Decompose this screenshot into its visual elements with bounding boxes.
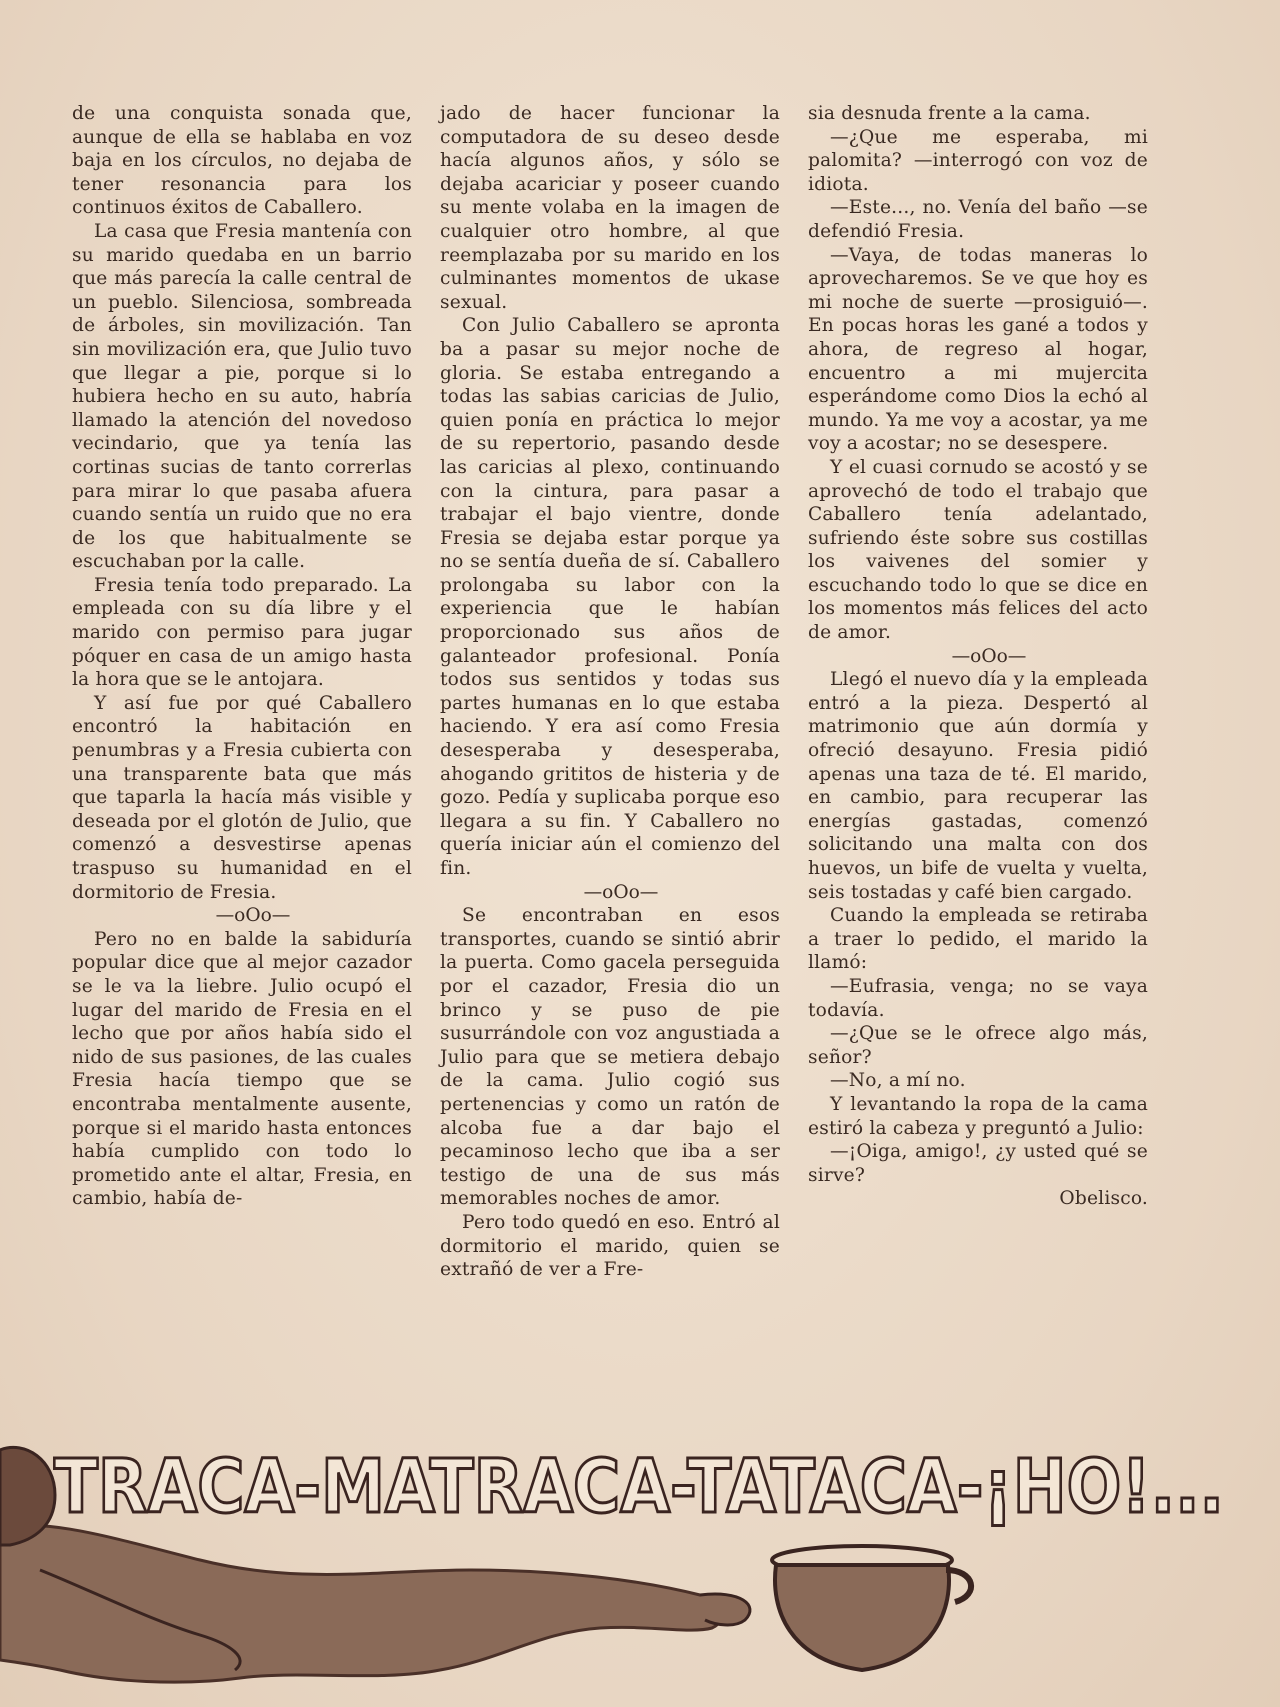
section-divider: —oOo— (215, 905, 291, 927)
article-paragraph: —¿Que se le ofrece algo más, señor? (808, 1023, 1148, 1068)
article-paragraph: Fresia tenía todo preparado. La empleada con su día libre y el marido con permiso para jugar póquer en casa de un amigo hasta la hora que se le antojara. (72, 574, 412, 691)
article-paragraph: jado de hacer funcionar la computadora de su deseo desde hacía algunos años, y sólo se dejaba acariciar y poseer cuando su mente volaba en la imagen de cualquier otro hombre, al que reemplazaba por su marido en los culminantes momentos de ukase sexual. (440, 103, 780, 313)
article-paragraph: La casa que Fresia mantenía con su marido quedaba en un barrio que más parecía la calle central de un pueblo. Silenciosa, sombreada de árboles, sin movilización. Tan sin movilización era, que Julio tuvo que llegar a pie, porque si lo hubiera hecho en su auto, habría llamado la atención del novedoso vecindario, que ya tenía las cortinas sucias de tanto correrlas para mirar lo que pasaba afuera cuando sentía un ruido que no era de los que habitualmente se escuchaban por la calle. (72, 220, 412, 573)
chamber-pot-illustration (772, 1546, 971, 1670)
banner-title-lettering (24, 1430, 1264, 1540)
article-paragraph: Llegó el nuevo día y la empleada entró a la pieza. Despertó al matrimonio que aún dormía y ofreció desayuno. Fresia pidió apenas una taza de té. El marido, en cambio, para recuperar las energías gastadas, comenzó solicitando una malta con dos huevos, un bife de vuelta y vuelta, seis tostadas y café bien cargado. (808, 669, 1148, 903)
article-paragraph: Y el cuasi cornudo se acostó y se aprovechó de todo el trabajo que Caballero tenía adelantado, sufriendo éste sobre sus costillas los vaivenes del somier y escuchando todo lo que se dice en los momentos más felices del acto de amor. (808, 456, 1148, 644)
banner-title: TRACA-MATRACA-TATACA-¡HO!... (54, 1444, 1224, 1530)
article-paragraph: —Este..., no. Venía del baño —se defendió Fresia. (808, 197, 1148, 242)
author-signature: Obelisco. (1059, 1188, 1148, 1210)
text-column-3 (808, 102, 1148, 1211)
section-divider: —oOo— (583, 881, 659, 903)
text-column-1 (72, 102, 412, 1211)
article-paragraph: Pero no en balde la sabiduría popular dice que al mejor cazador se le va la liebre. Julio ocupó el lugar del marido de Fresia en el lecho que por años había sido el nido de sus pasiones, de las cuales Fresia hacía tiempo que se encontraba mentalmente ausente, porque si el marido hasta entonces había cumplido con todo lo prometido ante el altar, Fresia, en cambio, había de- (72, 928, 412, 1210)
section-divider: —oOo— (951, 645, 1027, 667)
article-paragraph: de una conquista sonada que, aunque de ella se hablaba en voz baja en los círculos, no dejaba de tener resonancia para los continuos éxitos de Caballero. (72, 103, 412, 219)
article-paragraph: —Vaya, de todas maneras lo aprovecharemos. Se ve que hoy es mi noche de suerte —prosiguió—. En pocas horas les gané a todos y ahora, de regreso al hogar, encuentro a mi mujercita esperándome como Dios la echó al mundo. Ya me voy a acostar, ya me voy a acostar; no se desespere. (808, 244, 1148, 455)
article-paragraph: Pero todo quedó en eso. Entró al dormitorio el marido, quien se extrañó de ver a Fre- (440, 1211, 780, 1281)
article-paragraph: Y así fue por qué Caballero encontró la habitación en penumbras y a Fresia cubierta con una transparente bata que más que taparla la hacía más visible y deseada por el glotón de Julio, que comenzó a desvestirse apenas traspuso su humanidad en el dormitorio de Fresia. (72, 692, 412, 903)
article-paragraph: Y levantando la ropa de la cama estiró la cabeza y preguntó a Julio: (808, 1093, 1148, 1139)
figure-hand-illustration (700, 1594, 750, 1625)
article-paragraph: Se encontraban en esos transportes, cuando se sintió abrir la puerta. Como gacela perseguida por el cazador, Fresia dio un brinco y se puso de pie susurrándole con voz angustiada a Julio para que se metiera debajo de la cama. Julio cogió sus pertenencias y como un ratón de alcoba fue a dar bajo el pecaminoso lecho que iba a ser testigo de una de sus más memorables noches de amor. (440, 905, 780, 1210)
article-paragraph: Cuando la empleada se retiraba a traer lo pedido, el marido la llamó: (808, 905, 1148, 974)
reclining-figure-illustration (0, 1525, 721, 1682)
article-paragraph: —¿Que me esperaba, mi palomita? —interrogó con voz de idiota. (808, 126, 1148, 195)
article-paragraph: —No, a mí no. (830, 1070, 966, 1092)
article-paragraph: —¡Oiga, amigo!, ¿y usted qué se sirve? (808, 1141, 1148, 1186)
article-paragraph: Con Julio Caballero se apronta ba a pasar su mejor noche de gloria. Se estaba entregando a todas las sabias caricias de Julio, quien ponía en práctica lo mejor de su repertorio, pasando desde las caricias al plexo, continuando con la cintura, para pasar a trabajar el bajo vientre, donde Fresia se dejaba estar porque ya no se sentía dueña de sí. Caballero prolongaba su labor con la experiencia que le habían proporcionado sus años de galanteador profesional. Ponía todos sus sentidos y todas sus partes humanas en lo que estaba haciendo. Y era así como Fresia desesperaba y desesperaba, ahogando grititos de histeria y de gozo. Pedía y suplicaba porque eso llegara a su fin. Y Caballero no quería iniciar aún el comienzo del fin. (440, 315, 780, 879)
article-paragraph: sia desnuda frente a la cama. (808, 103, 1091, 124)
article-paragraph: —Eufrasia, venga; no se vaya todavía. (808, 975, 1148, 1021)
text-column-2 (440, 102, 780, 1282)
